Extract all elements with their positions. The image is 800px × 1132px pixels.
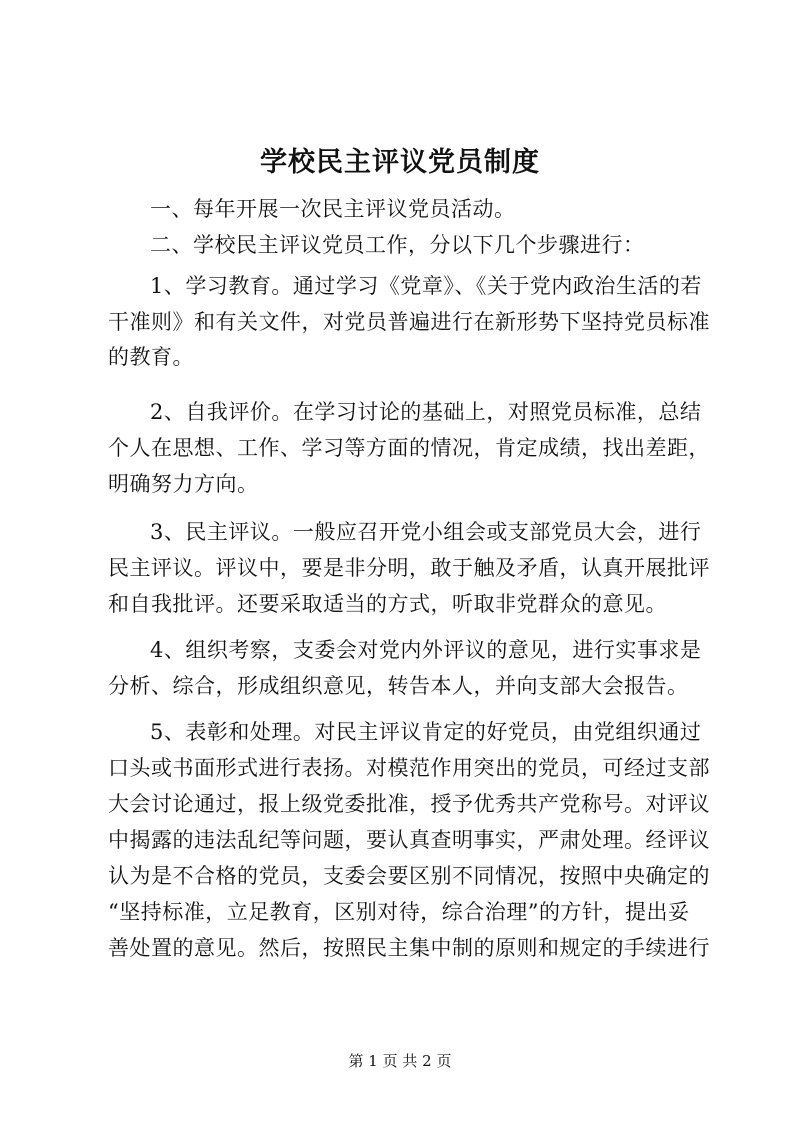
paragraph-line: 明确努力方向。 — [108, 472, 259, 496]
paragraph-line: 1、学习教育。通过学习《党章》、《关于党内政治生活的若 — [150, 274, 702, 298]
paragraph-line: 认为是不合格的党员，支委会要区别不同情况，按照中央确定的 — [108, 864, 710, 888]
paragraph-line: 和自我批评。还要采取适当的方式，听取非党群众的意见。 — [108, 592, 667, 616]
paragraph-line: 个人在思想、工作、学习等方面的情况，肯定成绩，找出差距， — [108, 436, 710, 460]
paragraph-line: 5、表彰和处理。对民主评议肯定的好党员，由党组织通过 — [150, 720, 702, 744]
paragraph-line: 口头或书面形式进行表扬。对模范作用突出的党员，可经过支部 — [108, 756, 710, 780]
paragraph-line: “坚持标准，立足教育，区别对待，综合治理”的方针，提出妥 — [108, 900, 690, 924]
paragraph-line: 善处置的意见。然后，按照民主集中制的原则和规定的手续进行 — [108, 936, 710, 960]
paragraph-line: 分析、综合，形成组织意见，转告本人，并向支部大会报告。 — [108, 674, 689, 698]
paragraph-line: 中揭露的违法乱纪等问题，要认真查明事实，严肃处理。经评议 — [108, 828, 710, 852]
paragraph-line: 3、民主评议。一般应召开党小组会或支部党员大会，进行 — [150, 520, 702, 544]
document-title: 学校民主评议党员制度 — [260, 147, 540, 178]
paragraph-line: 4、组织考察，支委会对党内外评议的意见，进行实事求是 — [150, 638, 702, 662]
paragraph-line: 民主评议。评议中，要是非分明，敢于触及矛盾，认真开展批评 — [108, 556, 710, 580]
paragraph-line: 二、学校民主评议党员工作，分以下几个步骤进行： — [150, 233, 645, 257]
paragraph-line: 2、自我评价。在学习讨论的基础上，对照党员标准，总结 — [150, 400, 702, 424]
page-indicator: 第 1 页 共 2 页 — [348, 1052, 452, 1070]
paragraph-line: 大会讨论通过，报上级党委批准，授予优秀共产党称号。对评议 — [108, 792, 710, 816]
paragraph-line: 的教育。 — [108, 345, 194, 369]
paragraph-line: 干准则》和有关文件，对党员普遍进行在新形势下坚持党员标准 — [108, 310, 710, 334]
paragraph-line: 一、每年开展一次民主评议党员活动。 — [150, 197, 516, 221]
